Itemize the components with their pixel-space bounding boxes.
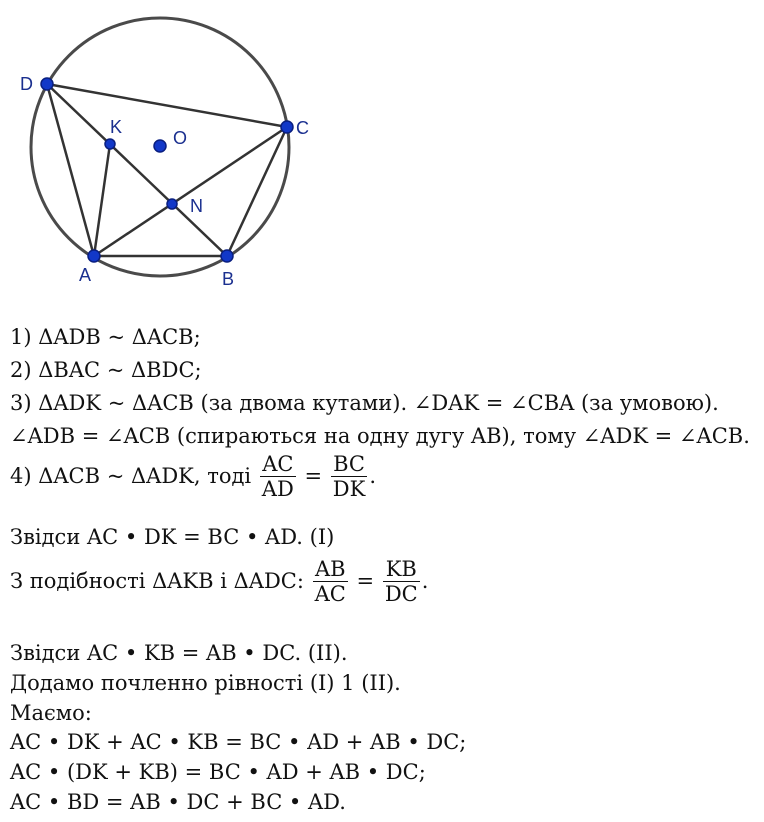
fraction-ac-ad — [260, 452, 296, 501]
fraction-bc-dk — [331, 452, 368, 501]
fraction-denominator: DC — [384, 582, 418, 607]
label-O: O — [173, 128, 188, 148]
fraction-numerator: BC — [331, 452, 368, 477]
line7-suffix: . — [421, 569, 429, 594]
label-C: C — [296, 118, 309, 138]
fraction-ab-ac — [313, 557, 348, 606]
solution-line-10: Маємо: — [10, 701, 92, 725]
geometry-figure — [0, 0, 340, 300]
solution-line-6: Звідси AC • DK = BC • AD. (I) — [10, 525, 335, 549]
fraction-numerator: AC — [260, 452, 296, 477]
point-A — [88, 250, 100, 262]
solution-line-4: ∠ADB = ∠ACB (спираються на одну дугу AB), тому ∠ADK = ∠ACB. — [10, 424, 750, 448]
solution-line-7 — [10, 557, 428, 606]
point-O — [154, 140, 166, 152]
point-K — [105, 139, 115, 149]
fraction-denominator: AD — [261, 477, 294, 502]
point-B — [221, 250, 233, 262]
label-A: A — [79, 265, 92, 285]
equals-sign: = — [304, 464, 323, 489]
fraction-numerator: KB — [383, 557, 420, 582]
solution-line-8: Звідси AC • KB = AB • DC. (II). — [10, 641, 348, 665]
solution-line-12: AC • (DK + KB) = BC • AD + AB • DC; — [10, 760, 426, 784]
line5-suffix: . — [369, 464, 377, 489]
label-D: D — [20, 74, 33, 94]
line5-prefix: 4) ΔACB ~ ΔADK, тоді — [10, 464, 258, 489]
segment-DB — [47, 84, 227, 256]
solution-line-11: AC • DK + AC • KB = BC • AD + AB • DC; — [10, 730, 467, 754]
solution-line-9: Додамо почленно рівності (I) 1 (II). — [10, 671, 401, 695]
line7-prefix: З подібності ΔAKB і ΔADC: — [10, 569, 304, 594]
solution-line-13: AC • BD = AB • DC + BC • AD. — [10, 790, 346, 814]
fraction-numerator: AB — [313, 557, 348, 582]
fraction-kb-dc — [383, 557, 420, 606]
solution-line-5 — [10, 452, 376, 501]
point-N — [167, 199, 177, 209]
label-K: K — [110, 117, 123, 137]
fraction-denominator: DK — [332, 477, 366, 502]
solution-line-1: 1) ΔADB ~ ΔACB; — [10, 325, 201, 349]
fraction-denominator: AC — [314, 582, 346, 607]
label-B: B — [222, 269, 235, 289]
segment-DA — [47, 84, 94, 256]
point-D — [41, 78, 53, 90]
segment-DC — [47, 84, 287, 127]
solution-line-3: 3) ΔADK ~ ΔACB (за двома кутами). ∠DAK = ∠CBA (за умовою). — [10, 391, 719, 415]
label-N: N — [190, 196, 203, 216]
point-C — [281, 121, 293, 133]
segment-AK — [94, 144, 110, 256]
equals-sign: = — [356, 569, 375, 594]
solution-line-2: 2) ΔBAC ~ ΔBDC; — [10, 358, 202, 382]
